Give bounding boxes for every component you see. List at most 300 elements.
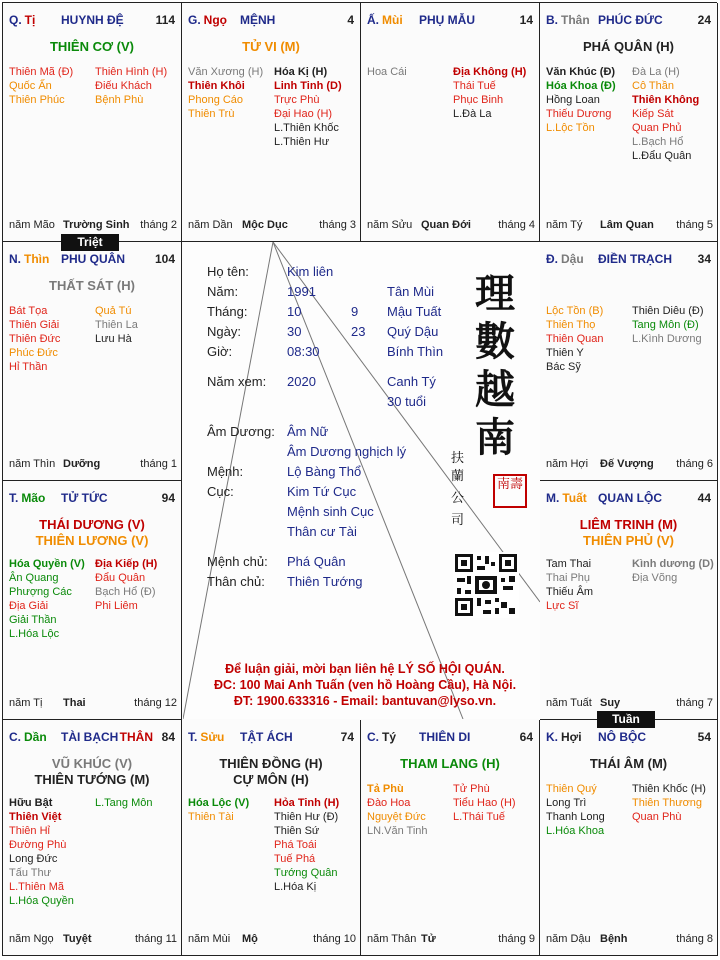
palace-header [367, 13, 533, 29]
palace-header [188, 13, 354, 29]
minor-star: Kình dương (D) [632, 558, 714, 570]
center-info-panel [183, 242, 540, 719]
minor-star: Thiên Trù [188, 108, 235, 120]
palace-can: Ấ. [367, 13, 379, 27]
info-value: Mệnh sinh Cục [287, 504, 374, 519]
minor-star: L.Hóa Kị [274, 881, 317, 893]
palace-stage: Trường Sinh [63, 219, 130, 231]
palace-month: tháng 6 [676, 458, 713, 470]
main-stars [182, 39, 360, 55]
palace-number: 24 [697, 13, 711, 27]
minor-star: Hóa Lộc (V) [188, 797, 250, 809]
minor-star: Quốc Ấn [9, 80, 52, 92]
palace-year: năm Thân [367, 933, 417, 945]
palace-month: tháng 5 [676, 219, 713, 231]
palace-stage: Mộ [242, 933, 258, 945]
calligraphy-small-3: 公 [451, 491, 465, 506]
info-label: Tháng: [207, 304, 248, 319]
minor-star: Tả Phù [367, 783, 404, 795]
minor-star: Thiên Mã (Đ) [9, 66, 74, 78]
palace-position [367, 13, 403, 27]
main-stars [3, 39, 181, 55]
palace-chi: Dậu [561, 252, 584, 266]
minor-stars-left [9, 304, 60, 374]
minor-star: Tấu Thư [9, 867, 52, 879]
palace-can: M. [546, 491, 560, 505]
minor-stars-right [95, 65, 167, 107]
palace-name: QUAN LỘC [598, 491, 662, 505]
main-star: THẤT SÁT (H) [49, 278, 135, 293]
minor-star: Lực Sĩ [546, 600, 579, 612]
minor-star: Hồng Loan [546, 94, 600, 106]
palace-can: G. [188, 13, 201, 27]
palace-footer [546, 219, 713, 233]
minor-star: Bát Tọa [9, 305, 48, 317]
minor-stars-right [95, 557, 157, 613]
minor-star: L.Thiên Khốc [274, 122, 339, 134]
info-value: Kim Tứ Cục [287, 484, 357, 499]
palace-year: năm Dậu [546, 933, 591, 945]
info-canchi: Bính Thìn [387, 344, 444, 359]
palace-footer [367, 933, 535, 947]
palace-footer [546, 697, 713, 711]
info-canchi: Tân Mùi [387, 284, 434, 299]
palace-number: 34 [697, 252, 711, 266]
minor-star: Hữu Bật [9, 797, 53, 809]
minor-star: Tướng Quân [274, 867, 338, 879]
palace-header [9, 13, 175, 29]
palace-year: năm Dần [188, 219, 233, 231]
minor-star: Long Đức [9, 853, 58, 865]
palace-footer [9, 458, 177, 472]
info-lunar-value: 9 [351, 304, 359, 319]
palace-footer [9, 933, 177, 947]
main-stars [3, 278, 181, 294]
main-star: THIÊN LƯƠNG (V) [35, 533, 149, 548]
palace-cell-dau[interactable] [540, 242, 718, 481]
minor-stars-right [95, 304, 138, 346]
info-value: Phá Quân [287, 554, 346, 569]
minor-star: Phá Toái [274, 839, 317, 851]
minor-star: Tuế Phá [274, 853, 316, 865]
minor-star: Linh Tinh (D) [274, 80, 342, 92]
minor-star: Thiên Hình (H) [95, 66, 168, 78]
info-canchi: Quý Dậu [387, 324, 439, 339]
minor-star: Địa Võng [632, 572, 678, 584]
minor-star: Tam Thai [546, 558, 592, 570]
palace-cell-ngo[interactable] [182, 3, 361, 242]
minor-star: Thiên Không [632, 94, 700, 106]
minor-stars-left [367, 782, 428, 838]
minor-star: Thiên Việt [9, 811, 62, 823]
palace-month: tháng 2 [140, 219, 177, 231]
minor-star: L.Hóa Lộc [9, 628, 60, 640]
minor-stars-left [188, 796, 249, 824]
info-label: Mệnh chủ: [207, 554, 268, 569]
minor-star: Long Trì [546, 797, 587, 809]
minor-star: Thanh Long [546, 811, 605, 823]
palace-chi: Thìn [24, 252, 50, 266]
minor-star: Thiên Hỉ [9, 825, 50, 837]
palace-month: tháng 8 [676, 933, 713, 945]
info-label: Giờ: [207, 344, 233, 359]
minor-star: Thiên Phúc [9, 94, 65, 106]
minor-star: Thiên Sứ [274, 825, 320, 837]
palace-position [546, 13, 590, 27]
minor-star: Đường Phù [9, 839, 67, 851]
palace-header [546, 13, 711, 29]
minor-star: Đẩu Quân [95, 572, 146, 584]
info-value: Kim liên [287, 264, 334, 279]
palace-position [367, 730, 396, 744]
minor-star: Thiếu Dương [546, 108, 612, 120]
calligraphy-small-4: 司 [451, 513, 465, 528]
minor-stars-left [188, 65, 263, 121]
palace-can: T. [188, 730, 198, 744]
minor-star: Quan Phù [632, 811, 682, 823]
minor-star: Thai Phụ [546, 572, 591, 584]
main-star: THIÊN CƠ (V) [49, 39, 135, 54]
minor-star: Phục Binh [453, 94, 504, 106]
minor-stars-right [632, 557, 714, 585]
main-star: CỰ MÔN (H) [233, 772, 309, 787]
palace-chi: Mão [21, 491, 46, 505]
palace-footer [546, 458, 713, 472]
palace-can: C. [367, 730, 379, 744]
palace-chi: Tuất [562, 491, 587, 505]
info-value: Âm Dương nghịch lý [287, 444, 407, 459]
main-star: THIÊN TƯỚNG (M) [34, 772, 150, 787]
minor-star: Đà La (H) [632, 66, 680, 78]
minor-star: L.Hóa Khoa [546, 825, 605, 837]
palace-header [546, 730, 711, 746]
main-stars [361, 756, 539, 772]
minor-star: Thái Tuế [453, 80, 496, 92]
palace-footer [367, 219, 535, 233]
palace-name: TÀI BẠCH [61, 730, 119, 744]
palace-stage: Quan Đới [421, 219, 471, 231]
info-value: Lộ Bàng Thổ [287, 464, 362, 479]
qr-code-icon[interactable] [453, 552, 519, 618]
palace-cell-ty[interactable] [361, 720, 540, 956]
minor-star: Thiếu Âm [546, 586, 594, 598]
main-star: THÁI DƯƠNG (V) [39, 517, 145, 532]
tuan-tag: Tuần [597, 711, 655, 728]
info-canchi: Canh Tý [387, 374, 436, 389]
minor-star: Địa Kiếp (H) [95, 558, 158, 570]
info-value: Âm Nữ [287, 424, 329, 439]
minor-star: Địa Không (H) [453, 66, 527, 78]
minor-star: L.Thiên Hư [274, 136, 330, 148]
info-label: Họ tên: [207, 264, 249, 279]
minor-stars-right [453, 65, 526, 121]
palace-cell-ti[interactable] [3, 3, 182, 242]
minor-star: Thiên Đức [9, 333, 61, 345]
minor-stars-right [274, 65, 342, 149]
palace-stage: Bệnh [600, 933, 628, 945]
info-value: 30 [287, 324, 302, 339]
palace-can: K. [546, 730, 558, 744]
palace-name: HUYNH ĐỆ [61, 13, 124, 27]
palace-cell-mao[interactable] [3, 481, 182, 720]
palace-position [546, 491, 587, 505]
minor-stars-left [546, 65, 616, 135]
palace-name: TỬ TỨC [61, 491, 108, 505]
info-label: Cục: [207, 484, 234, 499]
minor-star: Quan Phủ [632, 122, 682, 134]
minor-star: Thiên Hư (Đ) [274, 811, 339, 823]
palace-month: tháng 4 [498, 219, 535, 231]
main-stars [540, 756, 717, 772]
palace-footer [188, 933, 356, 947]
info-label: Năm: [207, 284, 239, 299]
palace-header [9, 730, 175, 746]
palace-year: năm Tý [546, 219, 583, 231]
minor-star: Hóa Kị (H) [274, 66, 328, 78]
palace-name: PHU QUÂN [61, 252, 126, 266]
minor-stars-left [546, 304, 603, 374]
palace-can: Đ. [546, 252, 558, 266]
contact-line-2: ĐC: 100 Mai Anh Tuấn (ven hồ Hoàng Cầu), Hà Nội. [213, 678, 517, 692]
main-star: THIÊN ĐỒNG (H) [219, 756, 323, 771]
palace-chi: Ngọ [203, 13, 227, 27]
minor-star: Tang Môn (Đ) [632, 319, 699, 331]
calligraphy-char-2: 數 [475, 318, 515, 365]
triet-tag: Triệt [61, 234, 119, 251]
palace-year: năm Mão [9, 219, 55, 231]
minor-star: Đào Hoa [367, 797, 411, 809]
palace-year: năm Thìn [9, 458, 56, 470]
palace-position [9, 730, 47, 744]
minor-star: Đại Hao (H) [274, 108, 333, 120]
minor-star: Hóa Khoa (Đ) [546, 80, 616, 92]
palace-chi: Mùi [382, 13, 403, 27]
palace-number: 14 [519, 13, 533, 27]
palace-number: 74 [340, 730, 354, 744]
minor-star: Thiên La [95, 319, 138, 331]
main-star: VŨ KHÚC (V) [51, 756, 133, 771]
palace-name: THIÊN DI [419, 730, 471, 744]
palace-footer [188, 219, 356, 233]
info-value: 10 [287, 304, 302, 319]
minor-star: L.Thiên Mã [9, 881, 65, 893]
main-star: LIÊM TRINH (M) [579, 517, 678, 532]
minor-star: Quả Tú [95, 305, 132, 317]
minor-star: Nguyệt Đức [367, 811, 426, 823]
minor-star: Phong Cáo [188, 94, 244, 106]
minor-star: Hỏa Tinh (H) [274, 797, 340, 809]
minor-stars-right [274, 796, 339, 894]
minor-star: L.Đẩu Quân [632, 150, 692, 162]
main-stars [182, 756, 360, 788]
palace-chi: Hợi [561, 730, 582, 744]
palace-can: T. [9, 491, 19, 505]
palace-position [9, 252, 49, 266]
info-value: 2020 [287, 374, 316, 389]
palace-month: tháng 11 [134, 933, 177, 945]
info-label: Thân chủ: [207, 574, 265, 589]
palace-cell-thin[interactable] [3, 242, 182, 481]
palace-name: PHÚC ĐỨC [598, 13, 663, 27]
calligraphy-char-1: 理 [475, 270, 515, 317]
palace-position [188, 730, 224, 744]
palace-header [9, 252, 175, 268]
calligraphy-char-3: 越 [475, 366, 515, 413]
palace-year: năm Ngọ [9, 933, 54, 945]
calligraphy-small-2: 蘭 [451, 469, 465, 484]
palace-stage: Thai [63, 697, 86, 709]
palace-name: NÔ BỘC [598, 730, 646, 744]
minor-star: Tiểu Hao (H) [453, 797, 516, 809]
minor-star: L.Hóa Quyền [9, 895, 74, 907]
minor-stars-left [9, 557, 85, 641]
minor-stars-left [367, 65, 407, 79]
contact-line-3: ĐT: 1900.633316 - Email: bantuvan@lyso.vn. [233, 694, 497, 708]
palace-year: năm Mùi [188, 933, 231, 945]
palace-name: MỆNH [240, 13, 276, 27]
palace-number: 114 [155, 13, 175, 27]
palace-can: Q. [9, 13, 22, 27]
info-value: 08:30 [287, 344, 320, 359]
palace-footer [546, 933, 713, 947]
minor-star: L.Kình Dương [632, 333, 702, 345]
minor-star: Bạch Hổ (Đ) [95, 586, 156, 598]
palace-position [546, 252, 584, 266]
palace-stage: Dưỡng [63, 458, 101, 470]
palace-month: tháng 7 [676, 697, 713, 709]
main-stars [3, 756, 181, 788]
minor-star: Hóa Quyền (V) [9, 558, 85, 570]
minor-star: Phượng Các [9, 586, 72, 598]
tu-vi-chart [2, 2, 717, 956]
palace-position [546, 730, 582, 744]
minor-star: Thiên Quan [546, 333, 604, 345]
palace-chi: Thân [561, 13, 590, 27]
palace-cell-than[interactable] [540, 3, 718, 242]
minor-star: Phúc Đức [9, 347, 58, 359]
palace-month: tháng 12 [134, 697, 177, 709]
minor-star: Thiên Quý [546, 783, 597, 795]
palace-stage: Lâm Quan [600, 219, 654, 231]
palace-chi: Sửu [200, 730, 225, 744]
main-star: THAM LANG (H) [400, 756, 500, 771]
minor-star: L.Đà La [453, 108, 492, 120]
palace-chi: Dần [24, 730, 47, 744]
palace-month: tháng 10 [313, 933, 356, 945]
minor-star: Lưu Hà [95, 333, 132, 345]
palace-number: 84 [161, 730, 175, 744]
minor-stars-left [9, 796, 74, 908]
minor-star: Thiên Y [546, 347, 584, 359]
info-canchi: 30 tuổi [387, 394, 427, 409]
minor-star: Bệnh Phù [95, 94, 144, 106]
minor-star: Thiên Diêu (Đ) [632, 305, 704, 317]
palace-stage: Suy [600, 697, 621, 709]
minor-star: L.Bạch Hổ [632, 136, 684, 148]
info-value: 1991 [287, 284, 316, 299]
minor-stars-right [632, 65, 699, 163]
minor-star: Thiên Tài [188, 811, 234, 823]
minor-stars-right [95, 796, 152, 810]
palace-year: năm Hợi [546, 458, 589, 470]
main-star: THÁI ÂM (M) [589, 756, 668, 771]
calligraphy-small-1: 扶 [451, 451, 465, 466]
main-stars [3, 517, 181, 549]
minor-star: Trực Phù [274, 94, 320, 106]
palace-cell-hoi[interactable] [540, 720, 718, 956]
palace-month: tháng 3 [319, 219, 356, 231]
palace-number: 104 [154, 252, 175, 266]
minor-star: Thiên Thọ [546, 319, 596, 331]
main-stars [540, 517, 717, 549]
palace-footer [9, 219, 177, 233]
than-marker: THÂN [119, 730, 153, 744]
palace-number: 44 [697, 491, 711, 505]
minor-star: Văn Khúc (Đ) [546, 66, 616, 78]
palace-cell-mui[interactable] [361, 3, 540, 242]
palace-header [546, 491, 711, 507]
minor-star: L.Lộc Tồn [546, 122, 595, 134]
palace-position [188, 13, 227, 27]
info-value: Thiên Tướng [287, 574, 363, 589]
minor-star: Giải Thần [9, 614, 57, 626]
palace-number: 94 [161, 491, 175, 505]
palace-month: tháng 9 [498, 933, 535, 945]
info-label: Năm xem: [207, 374, 267, 389]
palace-year: năm Tuất [546, 697, 592, 709]
minor-star: Điếu Khách [95, 80, 152, 92]
palace-can: N. [9, 252, 21, 266]
palace-header [188, 730, 354, 746]
palace-position [9, 491, 45, 505]
palace-stage: Đế Vượng [600, 458, 654, 470]
minor-star: Thiên Thương [632, 797, 703, 809]
palace-chi: Tý [382, 730, 397, 744]
info-label: Ngày: [207, 324, 241, 339]
info-label: Mệnh: [207, 464, 244, 479]
palace-name: ĐIỀN TRẠCH [598, 252, 672, 266]
palace-month: tháng 1 [140, 458, 177, 470]
minor-stars-left [546, 782, 605, 838]
minor-star: Kiếp Sát [632, 108, 674, 120]
minor-star: Thiên Giải [9, 319, 60, 331]
minor-star: Bác Sỹ [546, 361, 581, 373]
minor-star: Hoa Cái [367, 66, 407, 78]
info-lunar-value: 23 [351, 324, 366, 339]
palace-cell-dan[interactable] [3, 720, 182, 956]
minor-stars-left [9, 65, 73, 107]
palace-can: C. [9, 730, 21, 744]
minor-stars-right [632, 782, 706, 824]
minor-star: Phi Liêm [95, 600, 138, 612]
red-seal: 南壽 [493, 474, 527, 508]
minor-star: L.Thái Tuế [453, 811, 505, 823]
palace-cell-tuat[interactable] [540, 481, 718, 720]
palace-number: 4 [347, 13, 354, 27]
minor-star: Cô Thần [632, 80, 674, 92]
minor-star: Tử Phù [453, 783, 490, 795]
info-canchi: Mậu Tuất [387, 304, 442, 319]
contact-line-1: Để luận giải, mời bạn liên hệ LÝ SỐ HỘI QUÁN. [225, 662, 505, 676]
main-stars [540, 39, 717, 55]
palace-year: năm Tị [9, 697, 43, 709]
minor-stars-left [546, 557, 593, 613]
minor-stars-right [632, 304, 704, 346]
info-value: Thân cư Tài [287, 524, 357, 539]
palace-cell-suu[interactable] [182, 720, 361, 956]
minor-star: Thiên Khôi [188, 80, 245, 92]
main-star: TỬ VI (M) [242, 39, 300, 54]
